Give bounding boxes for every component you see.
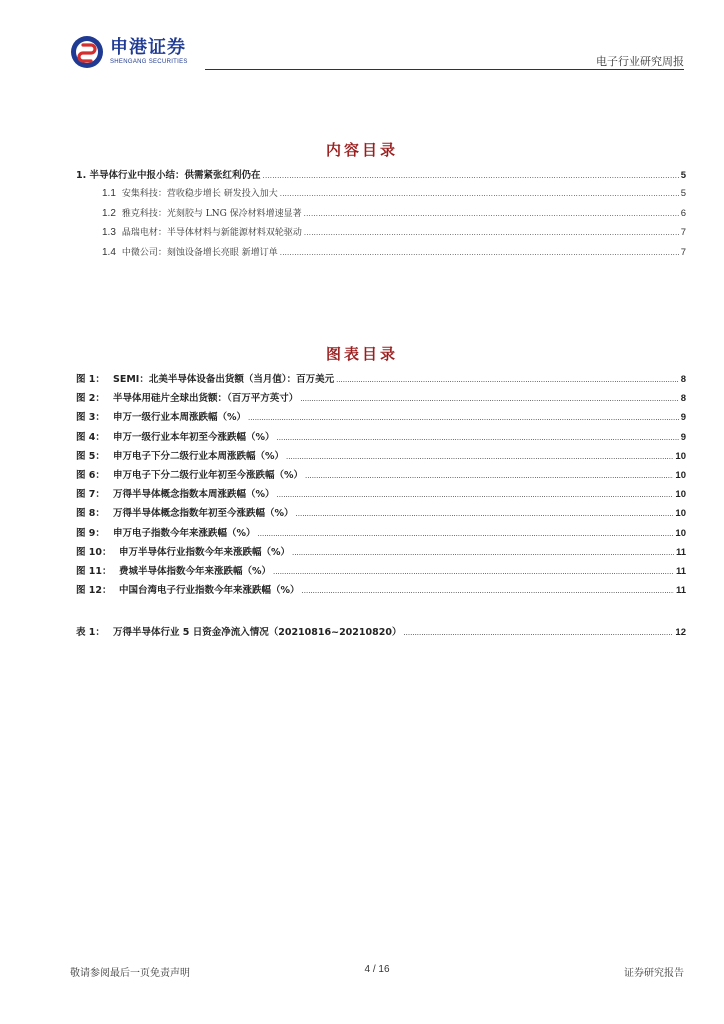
figure-item[interactable]	[76, 448, 686, 467]
company-logo	[70, 32, 188, 72]
figure-label: 万得半导体概念指数年初至今涨跌幅（%）	[113, 508, 294, 520]
figure-label: SEMI：北美半导体设备出货额（当月值）：百万美元	[113, 374, 335, 385]
toc-item-number: 1.1	[102, 188, 116, 200]
figure-item[interactable]	[76, 544, 686, 563]
figure-item[interactable]	[76, 582, 686, 601]
toc-item-label: 安集科技：营收稳步增长 研发投入加大	[121, 189, 278, 200]
toc-item[interactable]	[76, 206, 686, 225]
figure-item[interactable]	[76, 563, 686, 582]
leader-dots	[248, 412, 679, 423]
toc-item-label: 中微公司：刻蚀设备增长亮眼 新增订单	[121, 247, 278, 258]
toc-item-label: 1. 半导体行业中报小结：供需紧张红利仍在	[76, 170, 261, 181]
figure-item[interactable]	[76, 505, 686, 524]
figure-label: 申万电子下分二级行业年初至今涨跌幅（%）	[113, 469, 304, 481]
figure-number: 图 12：	[76, 585, 112, 597]
report-type: 电子行业研究周报	[596, 55, 684, 68]
brand-name-en: SHENGANG SECURITIES	[110, 59, 188, 65]
leader-dots	[336, 374, 679, 385]
table-item[interactable]	[76, 624, 686, 643]
toc-item-number: 1.3	[102, 227, 116, 239]
report-category: 证券研究报告	[624, 968, 684, 979]
toc-item[interactable]	[76, 245, 686, 264]
figure-item[interactable]	[76, 409, 686, 428]
table-label: 万得半导体行业 5 日资金净流入情况（20210816~20210820）	[113, 627, 402, 638]
figure-page: 11	[675, 565, 686, 577]
leader-dots	[292, 547, 674, 558]
figure-label: 半导体用硅片全球出货额：（百万平方英寸）	[113, 393, 299, 405]
toc-item-page: 5	[680, 170, 686, 181]
leader-dots	[258, 528, 674, 539]
toc-title: 内容目录	[325, 141, 398, 159]
figure-item[interactable]	[76, 486, 686, 505]
figure-page: 10	[675, 508, 686, 520]
figure-page: 8	[680, 393, 686, 405]
leader-dots	[273, 566, 674, 577]
toc-item[interactable]	[76, 167, 686, 186]
figure-number: 图 3：	[76, 412, 105, 424]
table-page: 12	[675, 627, 686, 638]
figure-label: 申万电子下分二级行业本周涨跌幅（%）	[113, 450, 285, 462]
figure-page: 10	[675, 489, 686, 501]
leader-dots	[304, 227, 679, 238]
leader-dots	[296, 508, 674, 519]
figure-number: 图 8：	[76, 508, 105, 520]
toc-item-label: 晶瑞电材：半导体材料与新能源材料双轮驱动	[121, 228, 302, 239]
figure-label: 申万电子指数今年来涨跌幅（%）	[113, 527, 256, 539]
figure-number: 图 7：	[76, 489, 105, 501]
figure-item[interactable]	[76, 390, 686, 409]
toc-item-page: 5	[680, 188, 686, 200]
figure-number: 图 9：	[76, 527, 105, 539]
figure-number: 图 4：	[76, 431, 105, 443]
list-of-figures	[76, 371, 686, 601]
table-of-contents	[76, 167, 686, 264]
leader-dots	[280, 188, 679, 199]
leader-dots	[286, 451, 673, 462]
leader-dots	[280, 247, 679, 258]
figures-title: 图表目录	[325, 345, 398, 363]
leader-dots	[300, 393, 678, 404]
disclaimer-note: 敬请参阅最后一页免责声明	[70, 968, 190, 979]
figure-page: 9	[680, 412, 686, 424]
toc-item[interactable]	[76, 225, 686, 244]
figure-item[interactable]	[76, 467, 686, 486]
figure-label: 申万一级行业本年初至今涨跌幅（%）	[113, 431, 275, 443]
toc-item-label: 雅克科技：光刻胶与 LNG 保冷材料增速显著	[121, 208, 302, 219]
figure-number: 图 1：	[76, 374, 105, 385]
toc-item-number: 1.2	[102, 207, 116, 219]
list-of-tables	[76, 624, 686, 643]
figure-page: 8	[680, 374, 686, 385]
figure-number: 图 10：	[76, 546, 112, 558]
figure-page: 10	[675, 527, 686, 539]
figure-item[interactable]	[76, 429, 686, 448]
figure-page: 11	[675, 546, 686, 558]
figure-item[interactable]	[76, 525, 686, 544]
figure-page: 10	[675, 469, 686, 481]
leader-dots	[263, 170, 679, 181]
toc-item-number: 1.4	[102, 246, 116, 258]
figure-item[interactable]	[76, 371, 686, 390]
page-footer	[70, 964, 684, 980]
toc-item-page: 7	[680, 227, 686, 239]
figure-number: 图 11：	[76, 565, 112, 577]
figure-label: 申万一级行业本周涨跌幅（%）	[113, 412, 247, 424]
leader-dots	[403, 627, 673, 638]
toc-item-page: 7	[680, 246, 686, 258]
table-number: 表 1：	[76, 627, 105, 638]
figure-page: 10	[675, 450, 686, 462]
figure-number: 图 6：	[76, 469, 105, 481]
header-divider	[205, 69, 684, 70]
page-header	[70, 32, 684, 72]
toc-item-page: 6	[680, 207, 686, 219]
figure-label: 费城半导体指数今年来涨跌幅（%）	[119, 565, 272, 577]
leader-dots	[302, 585, 674, 596]
leader-dots	[277, 489, 674, 500]
figure-page: 11	[675, 585, 686, 597]
figure-label: 中国台湾电子行业指数今年来涨跌幅（%）	[119, 585, 300, 597]
page-number: 4 / 16	[364, 964, 390, 975]
toc-item[interactable]	[76, 186, 686, 205]
figure-number: 图 5：	[76, 450, 105, 462]
leader-dots	[277, 432, 679, 443]
leader-dots	[305, 470, 673, 481]
figure-label: 申万半导体行业指数今年来涨跌幅（%）	[119, 546, 291, 558]
brand-name-cn: 申港证券	[110, 37, 186, 58]
figure-label: 万得半导体概念指数本周涨跌幅（%）	[113, 489, 275, 501]
shengang-logo-icon	[70, 35, 104, 69]
leader-dots	[304, 208, 679, 219]
figure-number: 图 2：	[76, 393, 105, 405]
figure-page: 9	[680, 431, 686, 443]
